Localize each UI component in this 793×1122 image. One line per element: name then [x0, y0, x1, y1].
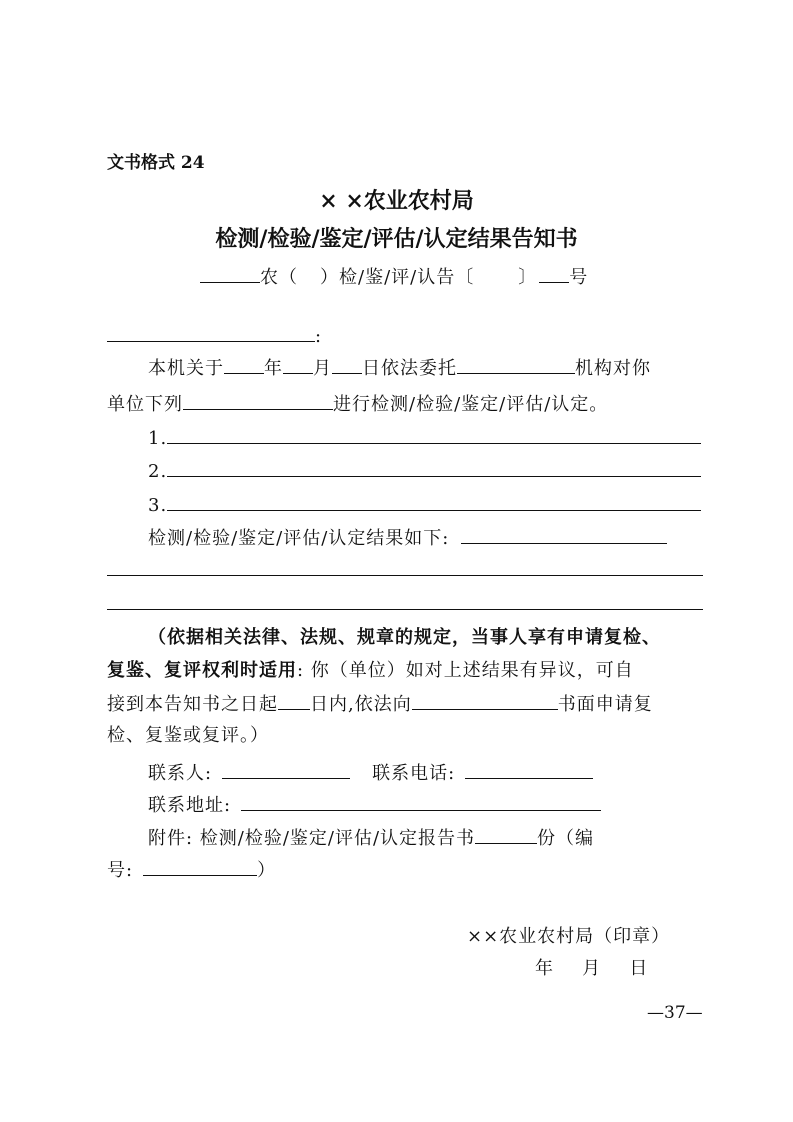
contact-person-label: 联系人: [148, 763, 213, 784]
report-number-field[interactable] [143, 858, 257, 876]
contact-line [148, 761, 593, 785]
item-number: 1. [148, 428, 168, 449]
item-number: 3. [148, 495, 168, 516]
text: 接到本告知书之日起 [107, 694, 278, 715]
year-field[interactable] [224, 356, 264, 374]
doc-number-text: 号 [569, 267, 589, 288]
text: 日内,依法向 [310, 694, 412, 715]
page-number: —37— [647, 1003, 703, 1023]
attachment-label: 附件: 检测/检验/鉴定/评估/认定报告书 [148, 828, 476, 849]
contact-address-label: 联系地址: [148, 795, 232, 816]
authority-field[interactable] [412, 692, 558, 710]
item-field[interactable] [167, 426, 701, 444]
item-field[interactable] [167, 493, 701, 511]
text: 本机关于 [148, 358, 224, 379]
text: 月 [313, 358, 332, 379]
notice-line-4: 检、复鉴或复评。） [107, 725, 269, 746]
result-field[interactable] [461, 526, 667, 544]
agency-field[interactable] [457, 356, 575, 374]
item-1 [148, 426, 701, 450]
result-line [148, 526, 667, 550]
colon-text: : [315, 326, 323, 347]
text: 进行检测/检验/鉴定/评估/认定。 [333, 394, 609, 415]
signature-date: 年 月 日 [535, 958, 651, 979]
item-field[interactable] [167, 459, 701, 477]
text: : 你（单位）如对上述结果有异议，可自 [297, 660, 634, 681]
attachment-line-2 [107, 858, 276, 882]
day-field[interactable] [332, 356, 362, 374]
doc-number-text: 〕 [518, 267, 538, 288]
text: 日依法委托 [362, 358, 457, 379]
address-line [148, 793, 601, 817]
result-blank-line[interactable] [107, 575, 703, 576]
notice-line-1: （依据相关法律、法规、规章的规定，当事人享有申请复检、 [148, 627, 661, 648]
text: ） [257, 860, 277, 881]
text: 书面申请复 [557, 694, 653, 715]
document-title: 检测/检验/鉴定/评估/认定结果告知书 [215, 226, 578, 252]
contact-phone-label: 联系电话: [372, 763, 456, 784]
recipient-field[interactable] [107, 324, 315, 342]
text: 号: [107, 860, 134, 881]
copies-field[interactable] [475, 826, 537, 844]
text: 年 [264, 358, 283, 379]
contact-person-field[interactable] [222, 761, 350, 779]
item-2 [148, 459, 701, 483]
month-field[interactable] [283, 356, 313, 374]
result-blank-line[interactable] [107, 609, 703, 610]
item-3 [148, 493, 701, 517]
text: 机构对你 [575, 358, 651, 379]
form-label: 文书格式 24 [107, 153, 205, 173]
doc-number-text: 农（ [260, 267, 298, 288]
notice-line-2 [107, 660, 634, 682]
notice-line-3 [107, 692, 653, 716]
signature-org: ××农业农村局（印章） [467, 926, 671, 947]
paragraph-entrust-cont [107, 392, 608, 416]
text: 份（编 [537, 828, 595, 849]
blank-field[interactable] [200, 265, 260, 283]
items-field[interactable] [183, 392, 333, 410]
contact-phone-field[interactable] [465, 761, 593, 779]
days-field[interactable] [278, 692, 310, 710]
blank-field[interactable] [539, 265, 569, 283]
paragraph-entrust [148, 356, 651, 380]
org-title: × ×农业农村局 [319, 188, 474, 214]
text: 单位下列 [107, 394, 183, 415]
item-number: 2. [148, 461, 168, 482]
document-number [200, 265, 588, 289]
attachment-line [148, 826, 594, 850]
recipient-line [107, 324, 322, 348]
doc-number-text: ）检/鉴/评/认告〔 [320, 267, 475, 288]
notice-bold: 复鉴、复评权利时适用 [107, 660, 297, 681]
contact-address-field[interactable] [241, 793, 601, 811]
result-label: 检测/检验/鉴定/评估/认定结果如下: [148, 528, 450, 549]
